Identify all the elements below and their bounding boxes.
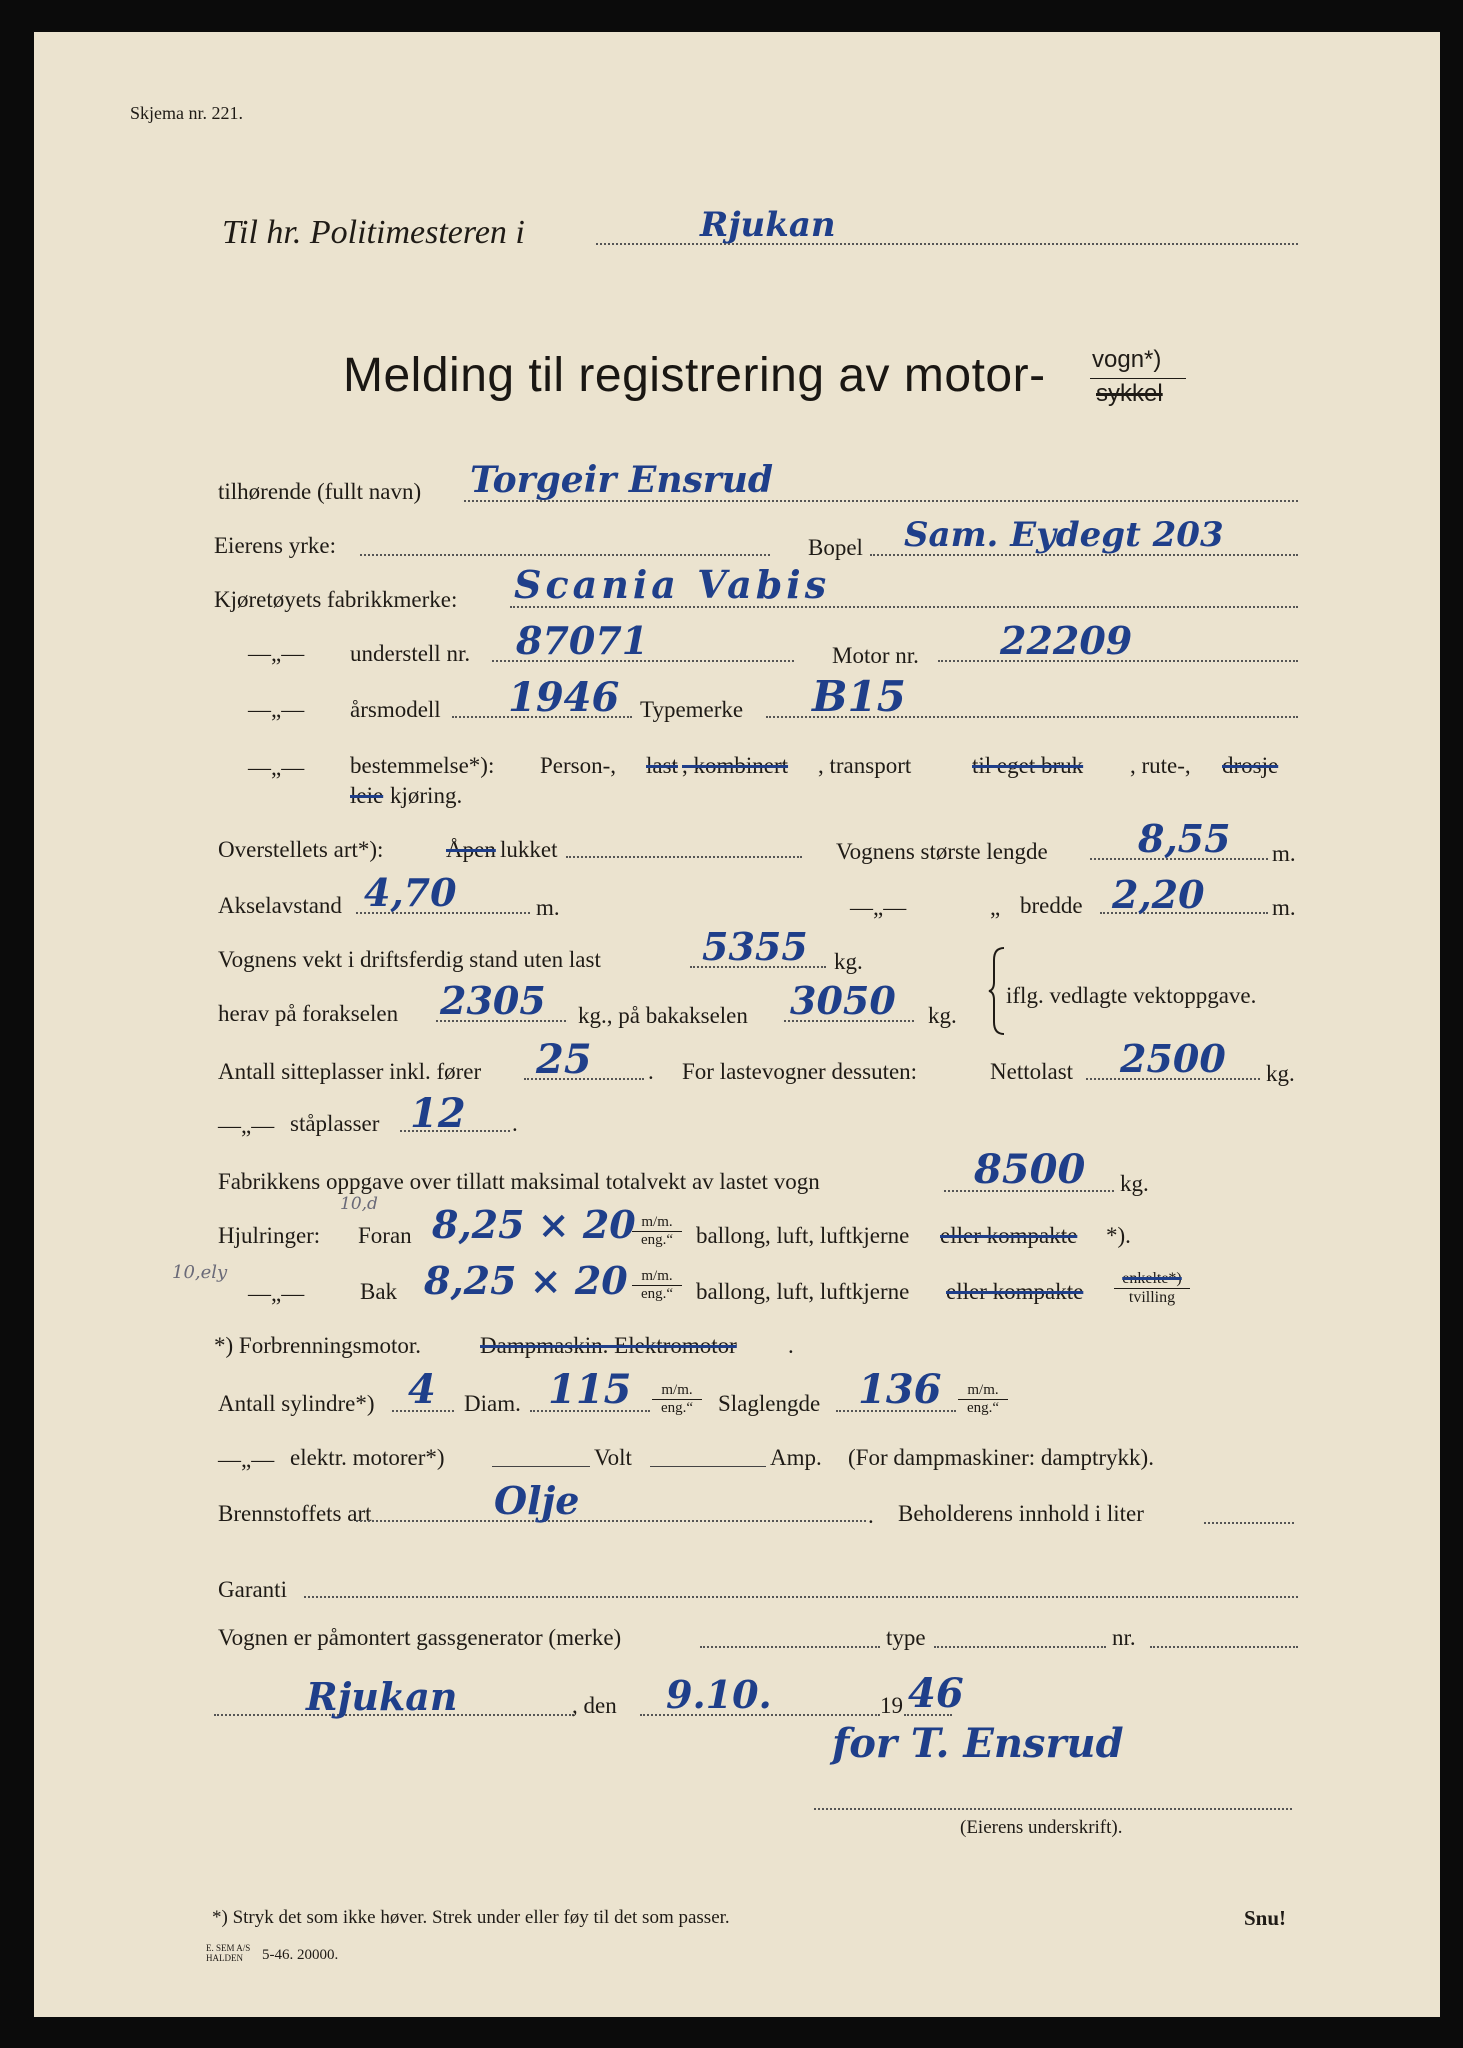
max-weight-label: Fabrikkens oppgave over tillatt maksimal totalvekt av lastet vogn xyxy=(218,1169,820,1194)
width-unit: m. xyxy=(1272,895,1296,920)
standing-label: ståplasser xyxy=(290,1111,380,1136)
rear-rim-mm: m/m. xyxy=(632,1268,682,1286)
make-label: Kjøretøyets fabrikkmerke: xyxy=(214,587,458,612)
width-label: bredde xyxy=(1020,893,1083,918)
single-label: enkelte*) xyxy=(1114,1270,1190,1289)
max-weight-unit: kg. xyxy=(1120,1171,1149,1196)
title-sykkel: sykkel xyxy=(1096,380,1163,407)
chassis-label: understell nr. xyxy=(350,641,471,666)
rear-tyre-compact: eller kompakte xyxy=(946,1279,1084,1304)
front-axle-value: 2305 xyxy=(440,978,546,1023)
model-year: 1946 xyxy=(508,674,620,721)
rear-rim-unit xyxy=(632,1268,682,1304)
weight-label: Vognens vekt i driftsferdig stand uten last xyxy=(218,947,601,972)
ditto-width: —„— xyxy=(850,895,907,920)
seats-value: 25 xyxy=(536,1036,592,1083)
single-twin xyxy=(1114,1270,1190,1308)
gas-type-line xyxy=(934,1646,1106,1648)
occupation-line xyxy=(360,554,770,556)
weight-unit: kg. xyxy=(834,949,863,974)
fuel-period: . xyxy=(868,1503,874,1528)
type-mark: B15 xyxy=(812,672,906,721)
owner-label: tilhørende (fullt navn) xyxy=(218,479,422,504)
rims-label: Hjulringer: xyxy=(218,1223,321,1248)
front-tyre-end: *). xyxy=(1106,1223,1131,1248)
gas-make-line xyxy=(700,1646,880,1648)
rims-rear-label: Bak xyxy=(360,1279,398,1304)
year-prefix: 19 xyxy=(880,1693,903,1718)
warranty-line xyxy=(304,1596,1298,1598)
front-tyre-types: ballong, luft, luftkjerne xyxy=(696,1223,910,1248)
cylinders-label: Antall sylindre*) xyxy=(218,1391,375,1416)
printer-mark xyxy=(206,1944,250,1964)
residence: Sam. Eydegt 203 xyxy=(904,515,1224,555)
schema-number: Skjema nr. 221. xyxy=(130,103,243,123)
front-rim-mm: m/m. xyxy=(632,1214,682,1232)
printer-name: E. SEM A/S xyxy=(206,1943,251,1953)
purpose-kombinert: , kombinert xyxy=(682,753,789,778)
front-rim-size: 8,25 × 20 xyxy=(432,1202,636,1247)
front-rim-note: 10,d xyxy=(340,1194,378,1214)
diam-mm: m/m. xyxy=(652,1382,702,1400)
title-vogn: vogn*) xyxy=(1092,346,1162,373)
stroke-unit xyxy=(958,1382,1008,1418)
fuel-value: Olje xyxy=(494,1478,580,1523)
printer-city: HALDEN xyxy=(206,1952,243,1963)
width-value: 2,20 xyxy=(1112,872,1205,917)
stroke-eng: eng.“ xyxy=(966,1400,1000,1417)
steam-electric: Dampmaskin. Elektromotor xyxy=(480,1333,737,1358)
body-label: Overstellets art*): xyxy=(218,837,384,862)
engine-type: *) Forbrenningsmotor. xyxy=(214,1333,421,1358)
rear-axle-unit: kg. xyxy=(928,1003,957,1028)
purpose-transport: , transport xyxy=(818,753,912,778)
ditto-chassis: —„— xyxy=(248,641,305,666)
rear-rim-eng: eng.“ xyxy=(640,1286,674,1303)
wheelbase-unit: m. xyxy=(536,895,560,920)
place-handwritten: Rjukan xyxy=(700,205,836,245)
front-tyre-compact: eller kompakte xyxy=(940,1223,1078,1248)
diam-eng: eng.“ xyxy=(660,1400,694,1417)
ditto-purpose: —„— xyxy=(248,755,305,780)
stroke-label: Slaglengde xyxy=(718,1391,821,1416)
seats-period: . xyxy=(648,1059,654,1084)
max-weight-value: 8500 xyxy=(974,1146,1086,1193)
residence-label: Bopel xyxy=(808,535,863,560)
front-rim-unit xyxy=(632,1214,682,1250)
stroke-mm: m/m. xyxy=(958,1382,1008,1400)
motor-label: Motor nr. xyxy=(832,643,919,668)
purpose-kjoring: kjøring. xyxy=(390,783,463,808)
gas-type-label: type xyxy=(886,1625,926,1650)
signature-line xyxy=(814,1808,1292,1810)
diameter-value: 115 xyxy=(548,1366,632,1413)
diam-unit xyxy=(652,1382,702,1418)
volt-line xyxy=(650,1466,766,1467)
chassis-number: 87071 xyxy=(516,618,649,663)
rear-rim-size: 8,25 × 20 xyxy=(424,1258,628,1303)
rear-tyre-types: ballong, luft, luftkjerne xyxy=(696,1279,910,1304)
electric-label: elektr. motorer*) xyxy=(290,1445,445,1470)
rear-axle-label: kg., på bakakselen xyxy=(578,1003,748,1028)
year-suffix: 46 xyxy=(908,1670,964,1717)
owner-name: Torgeir Ensrud xyxy=(470,459,774,501)
purpose-leie: leie xyxy=(350,783,384,808)
front-axle-label: herav på forakselen xyxy=(218,1001,399,1026)
purpose-rute: , rute-, xyxy=(1130,753,1191,778)
engine-period: . xyxy=(788,1333,794,1358)
date-value: 9.10. xyxy=(666,1672,772,1717)
rear-axle-value: 3050 xyxy=(790,978,896,1023)
body-open: Åpen xyxy=(446,837,496,862)
ditto-year: —„— xyxy=(248,697,305,722)
purpose-label: bestemmelse*): xyxy=(350,753,495,778)
weight-note: iflg. vedlagte vektoppgave. xyxy=(1006,983,1257,1008)
truck-label: For lastevogner dessuten: xyxy=(682,1059,918,1084)
cylinders-value: 4 xyxy=(408,1366,436,1413)
width-ditto: „ xyxy=(990,895,1001,920)
gas-label: Vognen er påmontert gassgenerator (merke) xyxy=(218,1625,622,1650)
twin-label: tvilling xyxy=(1128,1289,1176,1307)
signature-label: (Eierens underskrift). xyxy=(960,1817,1123,1838)
warranty-label: Garanti xyxy=(218,1577,287,1602)
netload-label: Nettolast xyxy=(990,1059,1074,1084)
body-closed: lukket xyxy=(500,837,558,862)
tank-line xyxy=(1204,1522,1294,1524)
signature: for T. Ensrud xyxy=(832,1720,1124,1767)
tank-label: Beholderens innhold i liter xyxy=(898,1501,1144,1526)
turn-over: Snu! xyxy=(1244,1906,1287,1930)
steam-pressure-label: (For dampmaskiner: damptrykk). xyxy=(848,1445,1154,1470)
length-unit: m. xyxy=(1272,841,1296,866)
fuel-line xyxy=(356,1520,866,1522)
weight-value: 5355 xyxy=(702,924,808,969)
stroke-value: 136 xyxy=(858,1366,942,1413)
motor-number: 22209 xyxy=(1000,618,1133,663)
diam-label: Diam. xyxy=(464,1391,521,1416)
title-fraction-line xyxy=(1090,378,1186,379)
rims-front-label: Foran xyxy=(358,1223,412,1248)
ditto-standing: —„— xyxy=(218,1113,275,1138)
gas-no-line xyxy=(1150,1646,1298,1648)
ditto-rear: —„— xyxy=(248,1281,305,1306)
wheelbase-label: Akselavstand xyxy=(218,893,342,918)
fuel-label: Brennstoffets art xyxy=(218,1501,372,1526)
date-place: Rjukan xyxy=(306,1674,458,1719)
wheelbase-value: 4,70 xyxy=(364,870,457,915)
purpose-person: Person-, xyxy=(540,753,617,778)
standing-value: 12 xyxy=(410,1090,466,1137)
purpose-drosje: drosje xyxy=(1222,753,1279,778)
netload-value: 2500 xyxy=(1120,1036,1226,1081)
footnote: *) Stryk det som ikke høver. Strek under eller føy til det som passer. xyxy=(212,1907,730,1928)
standing-period: . xyxy=(512,1111,518,1136)
ditto-electric: —„— xyxy=(218,1447,275,1472)
form-title: Melding til registrering av motor- xyxy=(343,349,1046,402)
length-label: Vognens største lengde xyxy=(836,839,1048,864)
brace-icon xyxy=(988,946,1008,1036)
make: Scania Vabis xyxy=(514,562,831,607)
volt-label: Volt xyxy=(594,1445,632,1470)
occupation-label: Eierens yrke: xyxy=(214,533,336,558)
rear-rim-note: 10,ely xyxy=(172,1262,228,1283)
electric-line xyxy=(492,1466,590,1467)
purpose-last: last xyxy=(646,753,678,778)
front-rim-eng: eng.“ xyxy=(640,1232,674,1249)
date-separator: , den xyxy=(572,1693,617,1718)
seats-label: Antall sitteplasser inkl. fører xyxy=(218,1059,482,1084)
addressee-label: Til hr. Politimesteren i xyxy=(222,214,525,251)
purpose-eget-bruk: til eget bruk xyxy=(972,753,1084,778)
gas-no-label: nr. xyxy=(1112,1625,1136,1650)
netload-unit: kg. xyxy=(1266,1061,1295,1086)
type-label: Typemerke xyxy=(640,697,744,722)
model-year-label: årsmodell xyxy=(350,697,441,722)
length-value: 8,55 xyxy=(1138,816,1231,861)
body-line xyxy=(566,856,802,858)
amp-label: Amp. xyxy=(770,1445,822,1470)
print-info: 5-46. 20000. xyxy=(262,1947,339,1963)
